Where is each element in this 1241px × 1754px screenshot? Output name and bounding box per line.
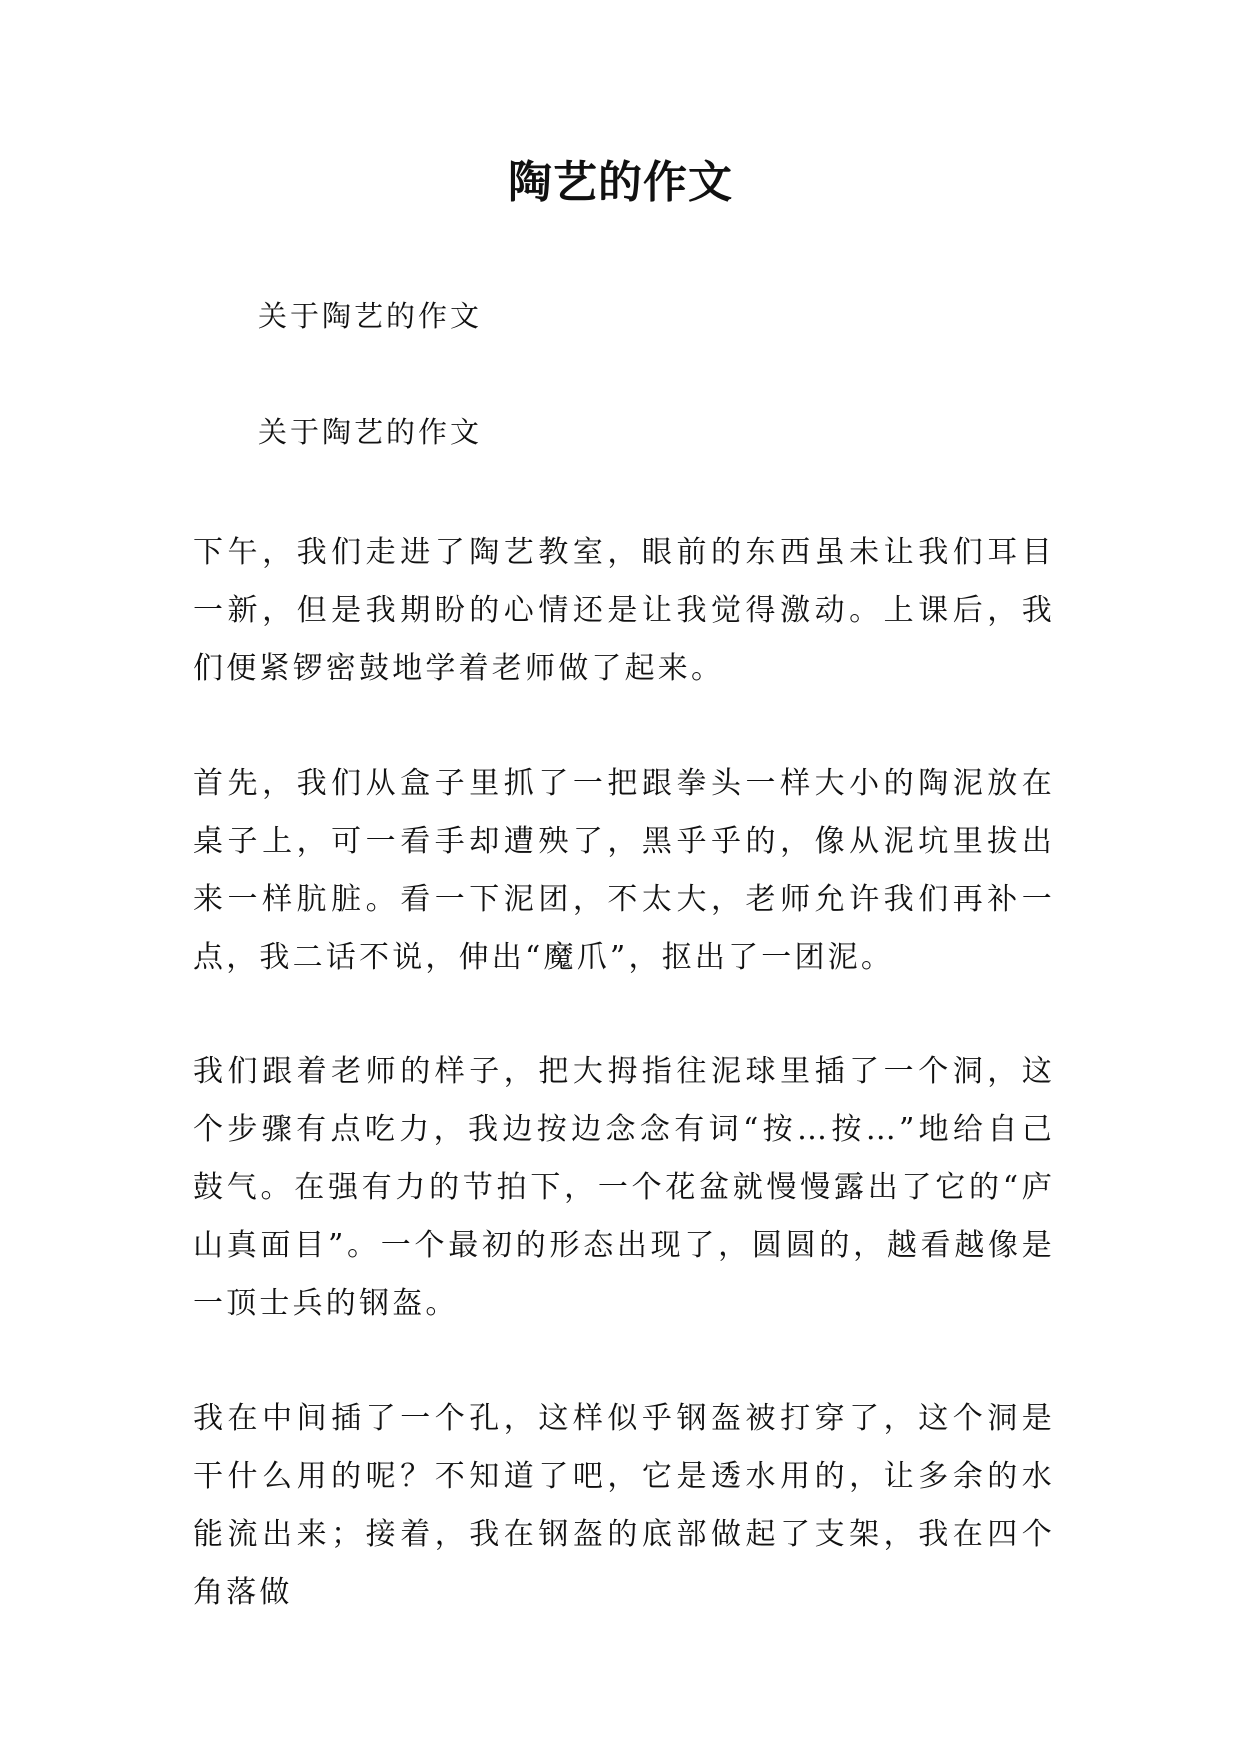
paragraph-1: 下午，我们走进了陶艺教室，眼前的东西虽未让我们耳目一新，但是我期盼的心情还是让我觉得激动。上课后，我们便紧锣密鼓地学着老师做了起来。 [193, 535, 1055, 686]
document-title: 陶艺的作文 [508, 157, 733, 208]
paragraph-2: 首先，我们从盒子里抓了一把跟拳头一样大小的陶泥放在桌子上，可一看手却遭殃了，黑乎乎的，像从泥坑里拔出来一样肮脏。看一下泥团，不太大，老师允许我们再补一点，我二话不说，伸出“魔爪”，抠出了一团泥。 [193, 766, 1055, 975]
paragraph-3: 我们跟着老师的样子，把大拇指往泥球里插了一个洞，这个步骤有点吃力，我边按边念念有词“按…按…”地给自己鼓气。在强有力的节拍下，一个花盆就慢慢露出了它的“庐山真面目”。一个最初的形态出现了，圆圆的，越看越像是一顶士兵的钢盔。 [193, 1054, 1055, 1321]
paragraph-4: 我在中间插了一个孔，这样似乎钢盔被打穿了，这个洞是干什么用的呢？不知道了吧，它是透水用的，让多余的水能流出来；接着，我在钢盔的底部做起了支架，我在四个角落做 [193, 1401, 1055, 1610]
subheading-1: 关于陶艺的作文 [258, 299, 483, 333]
subheading-2: 关于陶艺的作文 [258, 415, 483, 449]
